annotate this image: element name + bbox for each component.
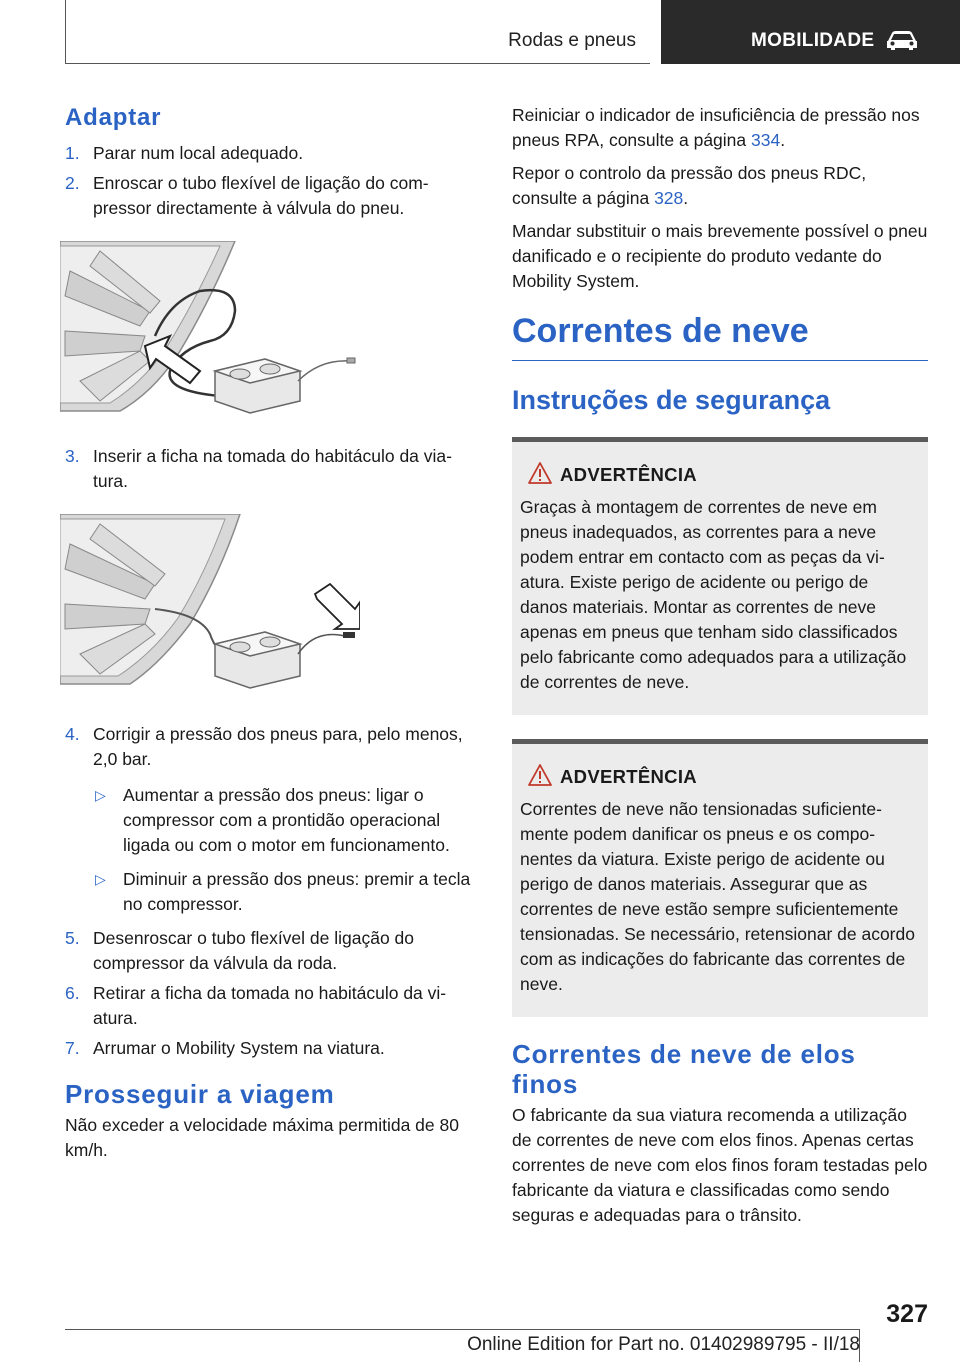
warning-title-text: ADVERTÊNCIA [560,464,697,485]
footer-rule [65,1329,860,1330]
warning-text: Correntes de neve não tensionadas suficientemente podem danificar os pneus e os componentes da viatura. Existe perigo de acidente ou perigo de danos materiais. Assegurar que as correntes de neve estão sempre suficientemente tensionadas. Se necessário, retensionar de acordo com as indicações do fabricante das correntes de neve. [520,799,915,994]
step-2 [65,171,477,221]
step-text: Enroscar o tubo flexível de ligação do compressor directamente à válvula do pneu. [93,173,429,218]
step-5 [65,926,477,976]
page-link-334[interactable]: 334 [751,130,781,150]
paragraph-replace: Mandar substituir o mais brevemente possível o pneu danificado e o recipiente do produto vedante do Mobility System. [512,221,928,291]
adaptar-heading: Adaptar [65,104,162,131]
step-7 [65,1036,477,1061]
prosseguir-heading: Prosseguir a viagem [65,1079,335,1109]
step-text: Desenroscar o tubo flexível de ligação do compressor da válvula da roda. [93,928,415,973]
warning-title-text: ADVERTÊNCIA [560,766,697,787]
paragraph-text: . [780,130,786,150]
page-number: 327 [886,1300,928,1328]
paragraph-rdc [512,161,928,211]
step-text: Inserir a ficha na tomada do habitáculo da viatura. [93,446,452,491]
step-text: Retirar a ficha da tomada no habitáculo da viatura. [93,983,447,1028]
fine-chains-heading: Correntes de neve de elos finos [512,1039,856,1099]
bullet-triangle-icon: ▷ [95,871,106,887]
step-4 [65,722,477,772]
step-6 [65,981,477,1031]
prosseguir-text: Não exceder a velocidade máxima permitida de 80 km/h. [65,1115,459,1160]
warning-text: Graças à montagem de correntes de neve em pneus inadequados, as correntes para a neve podem entrar em contacto com as peças da viatura. Existe perigo de acidente ou perigo de danos materiais. Montar as correntes de neve apenas em pneus que tenham sido classificados pelo fabricante como adequados para a utilização de correntes de neve. [520,497,907,692]
paragraph-text: Repor o controlo da pressão dos pneus RDC, consulte a página [512,163,867,208]
left-column [65,103,477,1171]
header-rule-left [65,0,66,64]
bullet-decrease [65,867,477,917]
car-icon [884,28,920,52]
paragraph-rpa [512,103,928,153]
section-title: Rodas e pneus [508,30,636,51]
paragraph-text: . [683,188,689,208]
step-text: Arrumar o Mobility System na viatura. [93,1038,385,1058]
compressor-valve-illustration [60,241,477,428]
bullet-increase [65,783,477,858]
bullet-triangle-icon: ▷ [95,787,106,803]
warning-box-1 [512,437,928,715]
step-number: 6. [65,983,80,1003]
fine-chains-text: O fabricante da sua viatura recomenda a utilização de correntes de neve com elos finos. Apenas certas correntes de neve com elos finos foram testadas pelo fabricante da viatura e classificadas como sendo seguras e adequadas para o trânsito. [512,1105,928,1225]
step-text: Corrigir a pressão dos pneus para, pelo menos, 2,0 bar. [93,724,463,769]
right-column [512,103,928,1236]
step-number: 1. [65,143,80,163]
warning-title [520,764,920,789]
step-number: 4. [65,724,80,744]
chapter-title: MOBILIDADE [751,30,875,51]
bullet-text: Aumentar a pressão dos pneus: ligar o compressor com a prontidão operacional ligada ou com o motor em funcionamento. [123,785,450,855]
step-number: 2. [65,173,80,193]
safety-heading: Instruções de segurança [512,385,831,415]
step-3 [65,444,477,494]
edition-note: Online Edition for Part no. 01402989795 - II/18 [467,1334,860,1355]
warning-box-2 [512,739,928,1017]
header-rule [65,63,650,64]
step-number: 3. [65,446,80,466]
correntes-heading: Correntes de neve [512,308,928,361]
step-text: Parar num local adequado. [93,143,304,163]
compressor-socket-illustration [60,514,477,706]
chapter-tab[interactable] [661,0,960,64]
warning-triangle-icon [528,764,552,786]
warning-triangle-icon [528,462,552,484]
warning-title [520,462,920,487]
paragraph-text: Reiniciar o indicador de insuficiência de pressão nos pneus RPA, consulte a página [512,105,920,150]
step-number: 7. [65,1038,80,1058]
step-1 [65,141,477,166]
bullet-text: Diminuir a pressão dos pneus: premir a tecla no compressor. [123,869,471,914]
step-number: 5. [65,928,80,948]
page-link-328[interactable]: 328 [654,188,684,208]
